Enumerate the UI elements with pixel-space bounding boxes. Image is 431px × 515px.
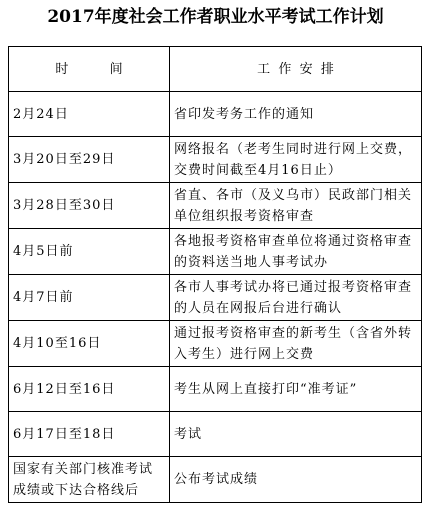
cell-time: 6月12日至16日	[9, 367, 170, 412]
cell-time: 4月5日前	[9, 229, 170, 275]
table-row	[9, 321, 422, 367]
page-title: 2017年度社会工作者职业水平考试工作计划	[47, 7, 384, 27]
header-arrangement: 工 作 安 排	[170, 47, 422, 92]
table-row	[9, 412, 422, 457]
table-row	[9, 183, 422, 229]
cell-arrangement: 公布考试成绩	[170, 457, 422, 503]
table-header-row	[9, 47, 422, 92]
table-row	[9, 137, 422, 183]
cell-arrangement: 省直、各市（及义乌市）民政部门相关单位组织报考资格审查	[170, 183, 422, 229]
cell-arrangement: 考试	[170, 412, 422, 457]
table-row	[9, 367, 422, 412]
cell-time: 4月7日前	[9, 275, 170, 321]
table-row	[9, 92, 422, 137]
cell-arrangement: 各地报考资格审查单位将通过资格审查的资料送当地人事考试办	[170, 229, 422, 275]
cell-arrangement: 网络报名（老考生同时进行网上交费，交费时间截至4月16日止）	[170, 137, 422, 183]
table-row	[9, 275, 422, 321]
header-time: 时 间	[9, 47, 170, 92]
cell-time: 国家有关部门核准考试成绩或下达合格线后	[9, 457, 170, 503]
cell-arrangement: 省印发考务工作的通知	[170, 92, 422, 137]
cell-arrangement: 各市人事考试办将已通过报考资格审查的人员在网报后台进行确认	[170, 275, 422, 321]
cell-time: 4月10至16日	[9, 321, 170, 367]
schedule-table	[8, 46, 422, 503]
cell-arrangement: 通过报考资格审查的新考生（含省外转入考生）进行网上交费	[170, 321, 422, 367]
cell-time: 2月24日	[9, 92, 170, 137]
table-row	[9, 457, 422, 503]
cell-time: 3月28日至30日	[9, 183, 170, 229]
table-row	[9, 229, 422, 275]
cell-time: 3月20日至29日	[9, 137, 170, 183]
cell-arrangement: 考生从网上直接打印“准考证”	[170, 367, 422, 412]
cell-time: 6月17日至18日	[9, 412, 170, 457]
